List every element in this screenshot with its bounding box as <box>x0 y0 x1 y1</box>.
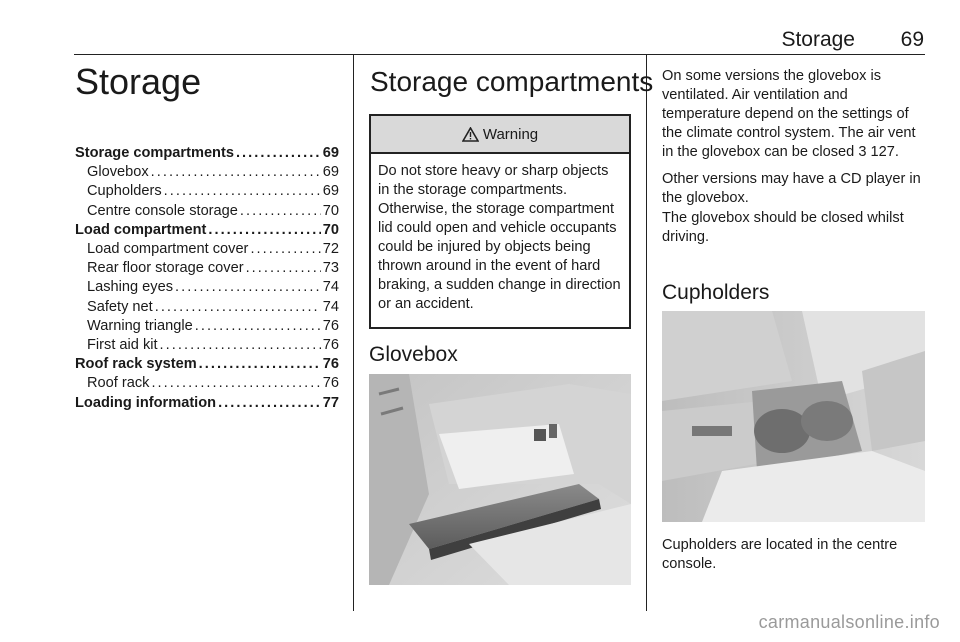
toc-entry-page: 76 <box>322 317 339 334</box>
toc-entry-page: 72 <box>322 241 339 258</box>
toc-leader-dots <box>250 240 320 259</box>
toc-entry-page: 69 <box>322 164 339 181</box>
toc-leader-dots <box>240 202 321 221</box>
toc-leader-dots <box>236 144 321 163</box>
toc-entry[interactable] <box>75 163 339 182</box>
glovebox-title: Glovebox <box>369 343 458 366</box>
page-header-title: Storage <box>781 28 855 51</box>
watermark: carmanualsonline.info <box>758 612 940 632</box>
toc-entry-label: Rear floor storage cover <box>87 260 244 277</box>
toc-entry-label: Roof rack system <box>75 356 197 373</box>
toc-entry[interactable] <box>75 374 339 393</box>
column-divider-right <box>646 55 647 611</box>
toc-entry[interactable] <box>75 259 339 278</box>
toc-entry[interactable] <box>75 240 339 259</box>
toc-leader-dots <box>151 374 320 393</box>
toc-leader-dots <box>160 336 321 355</box>
glovebox-closed-text: The glovebox should be closed whilst driving. <box>662 210 904 245</box>
cupholders-title: Cupholders <box>662 281 770 304</box>
column-divider-left <box>353 55 354 611</box>
toc-entry-label: Centre console storage <box>87 202 238 219</box>
glovebox-photo <box>369 374 631 585</box>
toc-entry-page: 69 <box>322 183 339 200</box>
toc-entry-label: Lashing eyes <box>87 279 174 296</box>
toc-leader-dots <box>199 355 321 374</box>
toc-entry[interactable] <box>75 278 339 297</box>
toc-entry-label: Load compartment cover <box>87 241 249 258</box>
warning-label: Warning <box>482 125 539 143</box>
toc-entry[interactable] <box>75 355 339 374</box>
toc-entry[interactable] <box>75 182 339 201</box>
toc-leader-dots <box>208 221 320 240</box>
chapter-title: Storage <box>75 61 202 102</box>
toc-entry-page: 70 <box>322 202 339 219</box>
toc-leader-dots <box>246 259 321 278</box>
toc-entry[interactable] <box>75 202 339 221</box>
toc-entry-page: 74 <box>322 279 339 296</box>
toc-entry[interactable] <box>75 144 339 163</box>
toc-leader-dots <box>155 298 321 317</box>
toc-entry-page: 74 <box>322 298 339 315</box>
toc-entry-label: Storage compartments <box>75 145 234 161</box>
toc-entry-label: Load compartment <box>75 221 207 238</box>
toc-entry[interactable] <box>75 221 339 240</box>
cupholders-photo <box>662 311 925 522</box>
toc-entry-label: First aid kit <box>87 337 158 354</box>
toc-entry[interactable] <box>75 298 339 317</box>
toc-leader-dots <box>164 182 321 201</box>
toc-entry-page: 76 <box>322 337 339 354</box>
glovebox-ventilation-text: On some versions the glovebox is ventilated. Air ventilation and temperature depend on the settings of the climate control system. The air vent in the glovebox can be closed 3 127. <box>662 68 916 160</box>
toc-entry-page: 76 <box>322 375 339 392</box>
warning-header <box>371 116 629 154</box>
warning-triangle-icon <box>462 127 479 142</box>
toc-entry-label: Cupholders <box>87 183 162 200</box>
header-rule <box>74 54 925 55</box>
toc-entry-page: 77 <box>322 394 339 411</box>
toc-entry[interactable] <box>75 394 339 413</box>
toc-leader-dots <box>195 317 321 336</box>
toc-leader-dots <box>175 278 321 297</box>
warning-box <box>369 114 631 329</box>
toc-entry-label: Safety net <box>87 298 153 315</box>
toc-entry-page: 73 <box>322 260 339 277</box>
toc-entry[interactable] <box>75 336 339 355</box>
page-number: 69 <box>900 28 924 51</box>
cupholders-location-text: Cupholders are located in the centre console. <box>662 537 898 572</box>
toc-entry-label: Loading information <box>75 394 217 411</box>
toc-leader-dots <box>151 163 321 182</box>
toc-entry-page: 69 <box>322 145 339 161</box>
warning-text: Do not store heavy or sharp objects in the storage compartments. Otherwise, the storage compartment lid could open and vehicle occupants could be injured by objects being thrown around in the event of hard braking, a sudden change in direction or an accident. <box>378 163 621 312</box>
glovebox-cd-player-text: Other versions may have a CD player in the glovebox. <box>662 171 921 206</box>
toc-entry-label: Roof rack <box>87 375 150 392</box>
toc-leader-dots <box>218 394 321 413</box>
toc-entry-label: Glovebox <box>87 164 149 181</box>
toc-entry-page: 70 <box>322 221 339 238</box>
section-title: Storage compartments <box>370 66 654 97</box>
table-of-contents <box>75 144 339 413</box>
toc-entry[interactable] <box>75 317 339 336</box>
toc-entry-label: Warning triangle <box>87 317 193 334</box>
toc-entry-page: 76 <box>322 356 339 373</box>
